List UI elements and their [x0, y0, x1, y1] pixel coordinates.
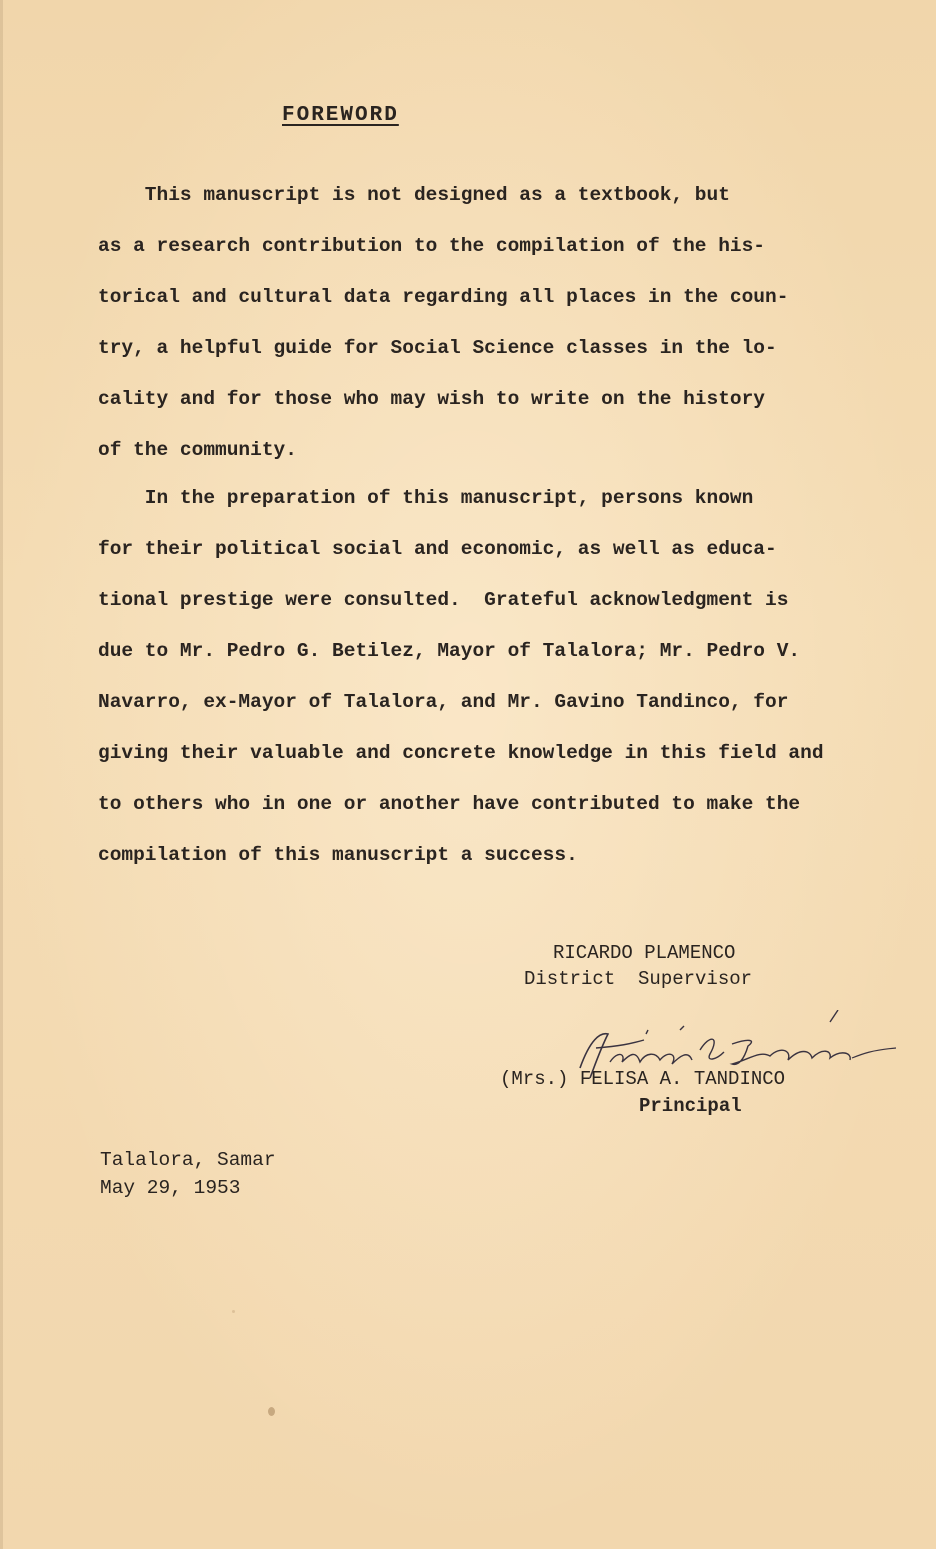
page-edge: [0, 0, 3, 1549]
paper-stain: [232, 1310, 235, 1313]
text-line: for their political social and economic, as well as educa-: [98, 538, 777, 560]
text-line: to others who in one or another have contributed to make the: [98, 793, 801, 815]
page-title: FOREWORD: [282, 104, 399, 127]
date-line: May 29, 1953: [100, 1177, 241, 1199]
principal-title: Principal: [639, 1095, 742, 1117]
paragraph-1: [98, 170, 888, 476]
text-line: due to Mr. Pedro G. Betilez, Mayor of Talalora; Mr. Pedro V.: [98, 640, 801, 662]
text-line: as a research contribution to the compilation of the his-: [98, 235, 766, 257]
paper-stain: [268, 1407, 275, 1416]
supervisor-name: RICARDO PLAMENCO: [553, 942, 736, 964]
principal-name: (Mrs.) FELISA A. TANDINCO: [500, 1068, 786, 1090]
place-line: Talalora, Samar: [100, 1149, 276, 1171]
text-line: of the community.: [98, 439, 297, 461]
text-line: try, a helpful guide for Social Science classes in the lo-: [98, 337, 777, 359]
text-line: In the preparation of this manuscript, persons known: [98, 487, 754, 509]
text-line: torical and cultural data regarding all places in the coun-: [98, 286, 789, 308]
supervisor-title: District Supervisor: [524, 968, 753, 990]
text-line: This manuscript is not designed as a textbook, but: [98, 184, 730, 206]
text-line: compilation of this manuscript a success.: [98, 844, 578, 866]
text-line: tional prestige were consulted. Grateful acknowledgment is: [98, 589, 789, 611]
text-line: Navarro, ex-Mayor of Talalora, and Mr. Gavino Tandinco, for: [98, 691, 789, 713]
place-and-date: [100, 1146, 276, 1202]
text-line: giving their valuable and concrete knowledge in this field and: [98, 742, 824, 764]
text-line: cality and for those who may wish to write on the history: [98, 388, 766, 410]
paragraph-2: [98, 473, 888, 881]
